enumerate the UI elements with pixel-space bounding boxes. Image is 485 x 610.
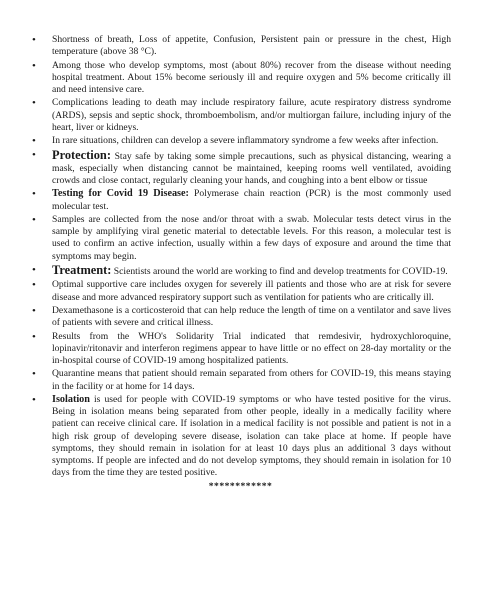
bullet-list — [30, 34, 451, 479]
bullet-item-supportive-care — [30, 279, 451, 303]
bullet-text: Quarantine means that patient should remain separated from others for COVID-19, this means staying in the facility or at home for 14 days. — [52, 368, 451, 392]
bullet-item-children — [30, 135, 451, 147]
section-heading-treatment: Treatment: — [52, 262, 112, 277]
section-heading-protection: Protection: — [52, 147, 111, 162]
bullet-text: Stay safe by taking some simple precautions, such as physical distancing, wearing a mask, especially when distancing cannot be maintained, keeping rooms well ventilated, avoiding crowds and close contact, regularly cleaning your hands, and coughing into a bent elbow or tissue — [52, 150, 451, 186]
bullet-item-recovery — [30, 60, 451, 97]
bullet-text: is used for people with COVID-19 symptoms or who have tested positive for the virus. Being in isolation means being separated from other people, ideally in a medically facility where patient can receive clinical care. If isolation in a medical facility is not possible and patient is not in a high risk group of developing severe disease, isolation can take place at home. If people have symptoms, they should remain in isolation for at least 10 days plus an additional 3 days without symptoms. If people are infected and do not develop symptoms, they should remain in isolation for 10 days from the time they are tested positive. — [52, 393, 451, 479]
bullet-item-protection — [30, 149, 451, 188]
bullet-item-dexamethasone — [30, 305, 451, 329]
section-heading-isolation: Isolation — [52, 393, 90, 405]
bullet-item-samples — [30, 214, 451, 263]
bullet-text: Complications leading to death may include respiratory failure, acute respiratory distress syndrome (ARDS), sepsis and septic shock, thromboembolism, and/or multiorgan failure, including injury of the heart, liver or kidneys. — [52, 97, 451, 133]
bullet-item-symptoms-list — [30, 34, 451, 58]
bullet-item-isolation — [30, 394, 451, 479]
bullet-text: In rare situations, children can develop a severe inflammatory syndrome a few weeks after infection. — [52, 135, 439, 147]
bullet-text: Polymerase chain reaction (PCR) is the most commonly used molecular test. — [52, 188, 451, 212]
bullet-item-treatment — [30, 264, 451, 278]
bullet-text: Scientists around the world are working to find and develop treatments for COVID-19. — [111, 265, 448, 277]
bullet-item-solidarity-trial — [30, 331, 451, 368]
bullet-text: Samples are collected from the nose and/or throat with a swab. Molecular tests detect virus in the sample by amplifying viral genetic material to detectable levels. For this reason, a molecular test is used to confirm an active infection, usually within a few days of exposure and around the time that symptoms may begin. — [52, 213, 451, 262]
bullet-text: Optimal supportive care includes oxygen for severely ill patients and those who are at risk for severe disease and more advanced respiratory support such as ventilation for patients who are critically ill. — [52, 279, 451, 303]
bullet-text: Results from the WHO's Solidarity Trial indicated that remdesivir, hydroxychloroquine, lopinavir/ritonavir and interferon regimens appear to have little or no effect on 28-day mortality or the in-hospital course of COVID-19 among hospitalized patients. — [52, 330, 451, 366]
bullet-text: Among those who develop symptoms, most (about 80%) recover from the disease without needing hospital treatment. About 15% become seriously ill and require oxygen and 5% become critically ill and need intensive care. — [52, 59, 451, 95]
bullet-item-complications — [30, 97, 451, 134]
bullet-item-testing — [30, 188, 451, 212]
end-of-document-mark: ************ — [208, 480, 273, 492]
bullet-text: Dexamethasone is a corticosteroid that can help reduce the length of time on a ventilator and save lives of patients with severe and critical illness. — [52, 304, 451, 329]
bullet-item-quarantine — [30, 368, 451, 392]
bullet-text: Shortness of breath, Loss of appetite, Confusion, Persistent pain or pressure in the chest, High temperature (above 38 °C). — [52, 34, 451, 58]
section-heading-testing: Testing for Covid 19 Disease: — [52, 188, 189, 200]
